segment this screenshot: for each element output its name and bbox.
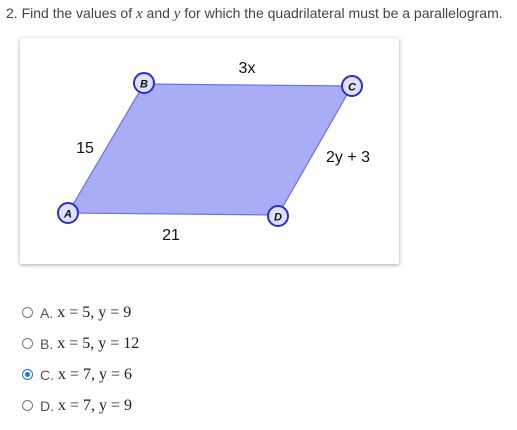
- question-number: 2.: [6, 5, 18, 21]
- vertex-b-label: B: [140, 78, 148, 91]
- option-d-answer: x = 7, y = 9: [58, 396, 133, 414]
- option-b-letter: B.: [40, 335, 54, 352]
- vertex-c-label: C: [348, 81, 356, 94]
- option-b-answer: x = 5, y = 12: [57, 334, 140, 352]
- option-b[interactable]: [20, 328, 139, 359]
- side-label-top: 3x: [238, 60, 256, 77]
- vertex-d: [268, 206, 288, 226]
- answer-options: [20, 297, 139, 421]
- question-text: [6, 5, 503, 23]
- question-text-and: and: [146, 5, 170, 21]
- vertex-a-label: A: [64, 208, 72, 221]
- parallelogram-shape: [68, 84, 352, 215]
- vertex-d-label: D: [274, 211, 282, 224]
- radio-option-d[interactable]: [22, 400, 33, 411]
- option-d-letter: D.: [40, 397, 54, 414]
- option-a[interactable]: [20, 297, 139, 328]
- vertex-c: [342, 76, 362, 96]
- side-label-left: 15: [76, 140, 94, 157]
- question-text-after: for which the quadrilateral must be a parallelogram.: [184, 5, 503, 21]
- option-c[interactable]: [20, 359, 139, 390]
- option-c-answer: x = 7, y = 6: [58, 365, 133, 383]
- parallelogram-figure: [20, 38, 399, 264]
- option-a-letter: A.: [40, 304, 54, 321]
- side-label-right: 2y + 3: [325, 149, 371, 166]
- vertex-b: [134, 73, 154, 93]
- vertex-a: [58, 203, 78, 223]
- variable-x: x: [135, 6, 143, 22]
- parallelogram-diagram: [20, 38, 399, 264]
- radio-option-c-selected[interactable]: [22, 369, 33, 380]
- variable-y: y: [173, 6, 181, 22]
- option-c-letter: C.: [40, 366, 54, 383]
- option-a-answer: x = 5, y = 9: [57, 303, 132, 321]
- question-text-before: Find the values of: [21, 5, 133, 21]
- radio-option-a[interactable]: [22, 307, 33, 318]
- option-d[interactable]: [20, 390, 139, 421]
- side-label-bottom: 21: [162, 227, 180, 244]
- radio-option-b[interactable]: [22, 338, 33, 349]
